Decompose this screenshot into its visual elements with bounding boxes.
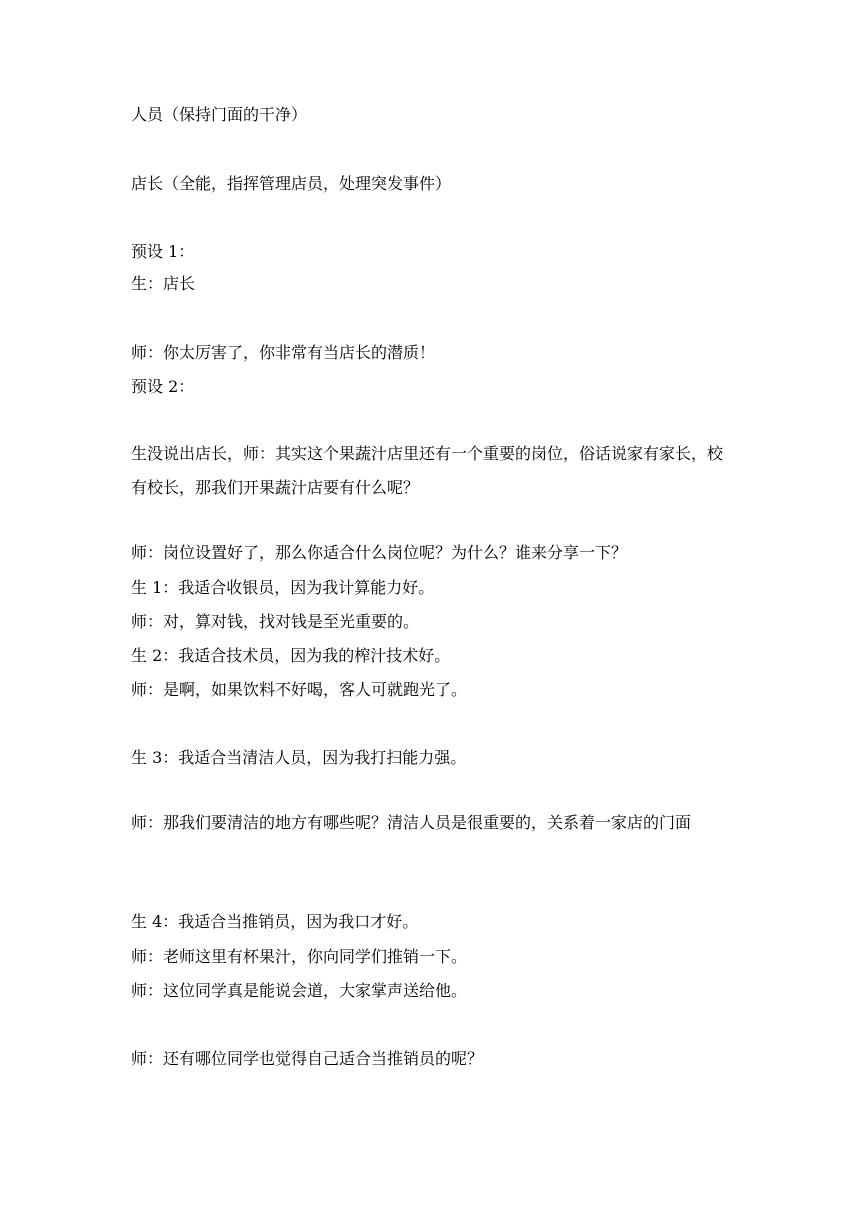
paragraph-teacher-praise: 师：你太厉害了，你非常有当店长的潜质！: [131, 343, 436, 362]
paragraph-manager-role: 店长（全能，指挥管理店员，处理突发事件）: [131, 174, 452, 193]
paragraph-preset-2: 预设 2：: [131, 377, 195, 396]
paragraph-student-3: 生 3：我适合当清洁人员，因为我打扫能力强。: [131, 748, 467, 767]
paragraph-student-4: 生 4：我适合当推销员，因为我口才好。: [131, 912, 419, 931]
paragraph-teacher-response-2: 师：是啊，如果饮料不好喝，客人可就跑光了。: [131, 680, 468, 699]
paragraph-teacher-response-1: 师：对，算对钱，找对钱是至光重要的。: [131, 612, 420, 631]
paragraph-teacher-question: 师：岗位设置好了，那么你适合什么岗位呢？为什么？谁来分享一下？: [131, 543, 628, 562]
paragraph-teacher-followup: 师：还有哪位同学也觉得自己适合当推销员的呢？: [131, 1049, 484, 1068]
paragraph-student-answer: 生：店长: [131, 274, 196, 293]
paragraph-teacher-prompt: 生没说出店长，师：其实这个果蔬汁店里还有一个重要的岗位，俗话说家有家长，校有校长，那我们开果蔬汁店要有什么呢？: [131, 444, 724, 497]
paragraph-student-2: 生 2：我适合技术员，因为我的榨汁技术好。: [131, 646, 451, 665]
paragraph-teacher-praise-2: 师：这位同学真是能说会道，大家掌声送给他。: [131, 981, 468, 1000]
paragraph-staff-role: 人员（保持门面的干净）: [131, 105, 308, 124]
paragraph-teacher-response-3: 师：那我们要清洁的地方有哪些呢？清洁人员是很重要的，关系着一家店的门面: [131, 813, 692, 832]
paragraph-preset-1: 预设 1：: [131, 242, 195, 261]
paragraph-teacher-request: 师：老师这里有杯果汁，你向同学们推销一下。: [131, 947, 468, 966]
paragraph-student-1: 生 1：我适合收银员，因为我计算能力好。: [131, 578, 435, 597]
